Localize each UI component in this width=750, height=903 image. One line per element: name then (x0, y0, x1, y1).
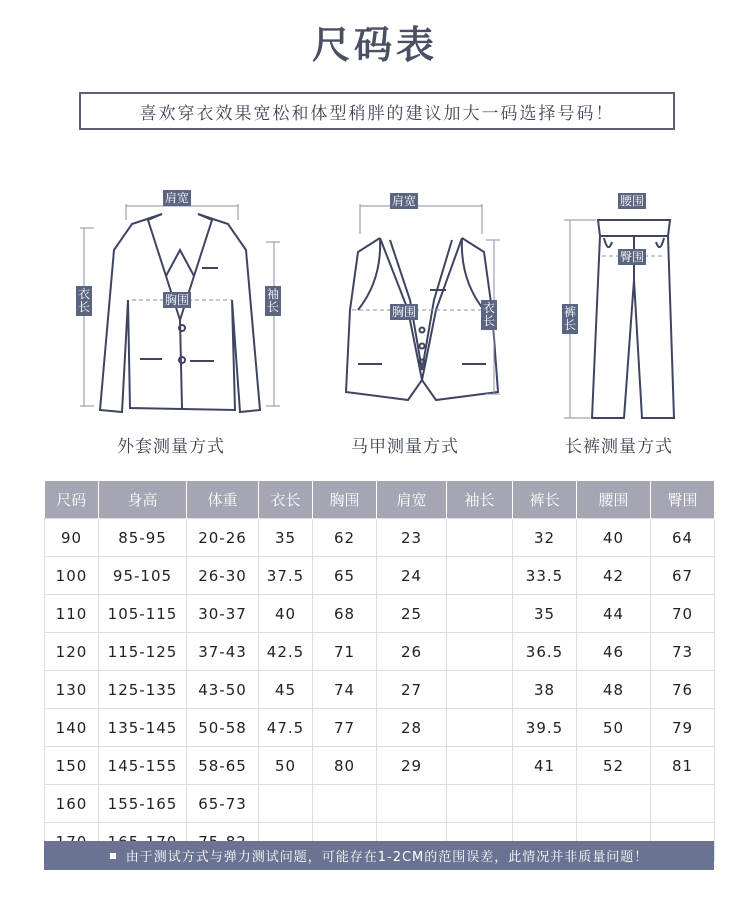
table-cell: 26-30 (187, 557, 259, 595)
jacket-chest-label: 胸围 (165, 293, 190, 307)
table-cell: 36.5 (513, 633, 577, 671)
table-cell (577, 785, 651, 823)
table-cell: 45 (259, 671, 313, 709)
pants-length-label: 裤长 (563, 305, 576, 332)
table-cell: 50 (577, 709, 651, 747)
table-cell: 23 (377, 519, 447, 557)
table-cell: 28 (377, 709, 447, 747)
pants-illustration (560, 180, 700, 420)
table-cell: 27 (377, 671, 447, 709)
pants-caption: 长裤测量方式 (565, 437, 673, 457)
pants-waist-label: 腰围 (620, 194, 645, 208)
table-cell: 62 (313, 519, 377, 557)
header-cell: 尺码 (45, 481, 99, 519)
table-cell: 38 (513, 671, 577, 709)
table-row (45, 557, 715, 595)
header-cell: 臀围 (651, 481, 715, 519)
table-cell: 64 (651, 519, 715, 557)
table-cell: 85-95 (99, 519, 187, 557)
table-cell: 135-145 (99, 709, 187, 747)
table-cell: 20-26 (187, 519, 259, 557)
bullet-icon (110, 853, 116, 859)
table-cell: 25 (377, 595, 447, 633)
table-cell: 74 (313, 671, 377, 709)
header-cell: 身高 (99, 481, 187, 519)
table-cell: 125-135 (99, 671, 187, 709)
table-cell: 160 (45, 785, 99, 823)
table-cell: 33.5 (513, 557, 577, 595)
table-cell: 76 (651, 671, 715, 709)
table-cell: 39.5 (513, 709, 577, 747)
table-cell: 37.5 (259, 557, 313, 595)
table-cell: 32 (513, 519, 577, 557)
size-advice-notice: 喜欢穿衣效果宽松和体型稍胖的建议加大一码选择号码！ (79, 92, 675, 130)
table-cell: 48 (577, 671, 651, 709)
table-cell: 44 (577, 595, 651, 633)
size-table-header-row (45, 481, 715, 519)
vest-caption: 马甲测量方式 (351, 437, 459, 457)
table-cell: 40 (259, 595, 313, 633)
table-cell: 46 (577, 633, 651, 671)
table-cell: 35 (513, 595, 577, 633)
pants-figure (560, 180, 700, 420)
table-cell: 73 (651, 633, 715, 671)
table-cell (447, 557, 513, 595)
jacket-caption: 外套测量方式 (117, 437, 225, 457)
table-cell (447, 747, 513, 785)
header-cell: 胸围 (313, 481, 377, 519)
table-cell: 90 (45, 519, 99, 557)
table-row (45, 633, 715, 671)
table-cell: 29 (377, 747, 447, 785)
table-cell: 150 (45, 747, 99, 785)
vest-shoulder-label: 肩宽 (392, 194, 417, 208)
table-cell (377, 785, 447, 823)
header-cell: 袖长 (447, 481, 513, 519)
table-row (45, 595, 715, 633)
table-cell: 71 (313, 633, 377, 671)
header-cell: 腰围 (577, 481, 651, 519)
pants-hip-label: 臀围 (620, 250, 645, 264)
jacket-figure (70, 180, 290, 420)
table-row (45, 671, 715, 709)
table-cell: 35 (259, 519, 313, 557)
table-cell (447, 595, 513, 633)
table-cell (447, 671, 513, 709)
table-cell: 43-50 (187, 671, 259, 709)
header-cell: 衣长 (259, 481, 313, 519)
table-cell: 81 (651, 747, 715, 785)
table-cell: 58-65 (187, 747, 259, 785)
table-row (45, 709, 715, 747)
jacket-shoulder-label: 肩宽 (165, 191, 190, 205)
table-row (45, 519, 715, 557)
size-table (44, 481, 715, 861)
table-cell: 42 (577, 557, 651, 595)
page-title: 尺码表 (311, 23, 438, 67)
table-cell: 120 (45, 633, 99, 671)
table-row (45, 785, 715, 823)
table-cell: 68 (313, 595, 377, 633)
size-table-body (45, 519, 715, 861)
table-cell: 67 (651, 557, 715, 595)
jacket-length-label: 衣长 (77, 287, 90, 314)
table-cell: 24 (377, 557, 447, 595)
header-cell: 肩宽 (377, 481, 447, 519)
table-cell: 79 (651, 709, 715, 747)
table-cell: 30-37 (187, 595, 259, 633)
header-cell: 体重 (187, 481, 259, 519)
table-cell (313, 785, 377, 823)
vest-length-label: 衣长 (482, 301, 495, 328)
table-cell: 105-115 (99, 595, 187, 633)
table-cell: 40 (577, 519, 651, 557)
table-cell (447, 519, 513, 557)
table-row (45, 747, 715, 785)
table-cell: 47.5 (259, 709, 313, 747)
table-cell: 95-105 (99, 557, 187, 595)
table-cell: 26 (377, 633, 447, 671)
table-cell: 110 (45, 595, 99, 633)
table-cell: 100 (45, 557, 99, 595)
table-cell: 50-58 (187, 709, 259, 747)
table-cell (651, 785, 715, 823)
table-cell: 70 (651, 595, 715, 633)
footer-text: 由于测试方式与弹力测试问题，可能存在1-2CM的范围误差，此情况并非质量问题！ (125, 850, 649, 865)
table-cell: 155-165 (99, 785, 187, 823)
table-cell (259, 785, 313, 823)
table-cell (447, 633, 513, 671)
table-cell: 52 (577, 747, 651, 785)
table-cell: 130 (45, 671, 99, 709)
table-cell: 115-125 (99, 633, 187, 671)
table-cell: 145-155 (99, 747, 187, 785)
table-cell: 41 (513, 747, 577, 785)
table-cell: 65 (313, 557, 377, 595)
table-cell: 42.5 (259, 633, 313, 671)
tolerance-footer (44, 841, 714, 870)
table-cell: 140 (45, 709, 99, 747)
header-cell: 裤长 (513, 481, 577, 519)
table-cell: 77 (313, 709, 377, 747)
table-cell (513, 785, 577, 823)
table-cell (447, 709, 513, 747)
vest-chest-label: 胸围 (392, 305, 417, 319)
table-cell: 37-43 (187, 633, 259, 671)
vest-figure (338, 180, 508, 420)
table-cell: 65-73 (187, 785, 259, 823)
table-cell: 80 (313, 747, 377, 785)
table-cell (447, 785, 513, 823)
jacket-sleeve-label: 袖长 (266, 287, 279, 314)
table-cell: 50 (259, 747, 313, 785)
